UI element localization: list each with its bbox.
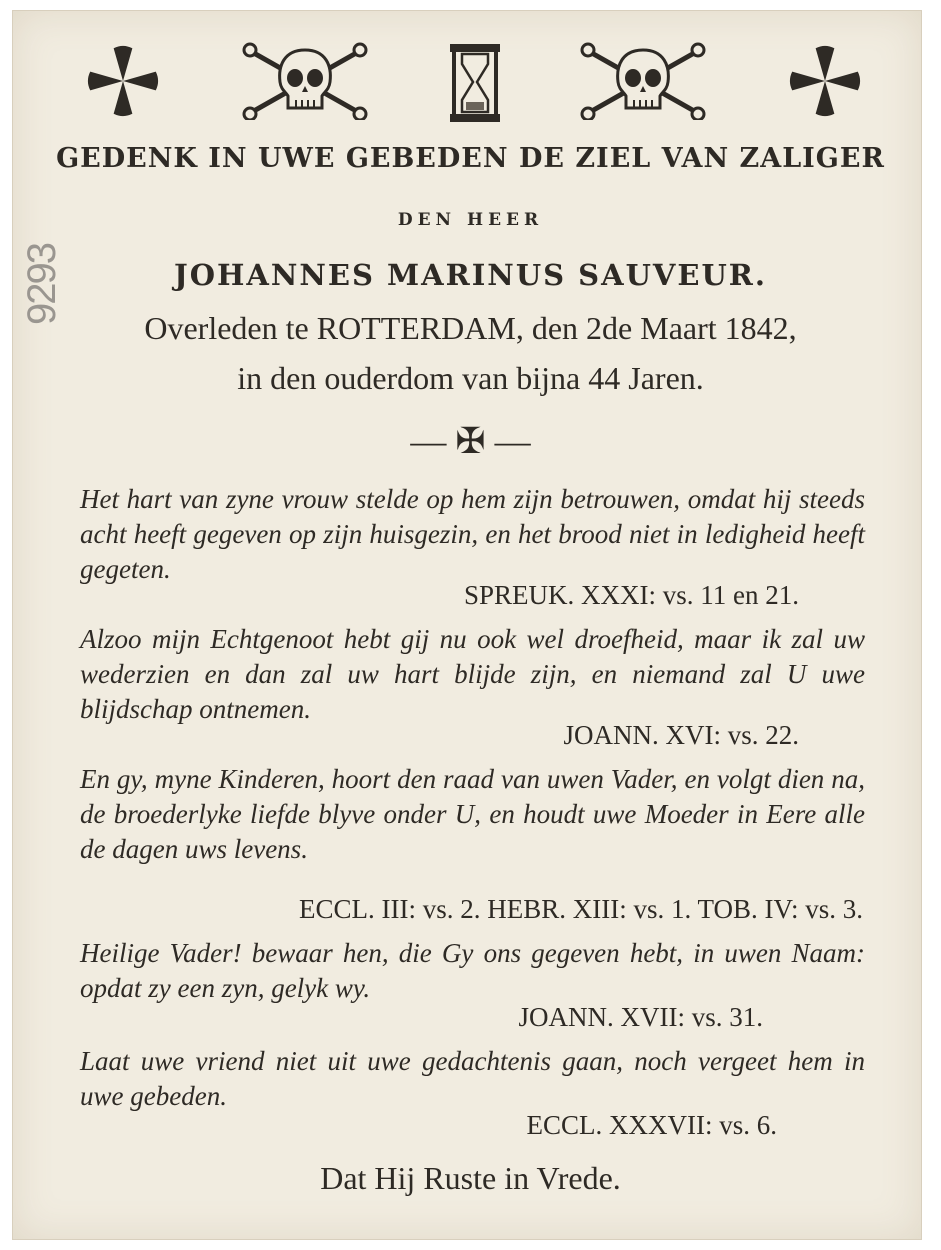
- prayer-heading: GEDENK IN UWE GEBEDEN DE ZIEL VAN ZALIGER: [56, 143, 885, 174]
- hourglass-icon: [448, 42, 502, 124]
- cross-pattee-icon-left: [84, 42, 162, 120]
- death-date-line: Overleden te ROTTERDAM, den 2de Maart 1842,: [144, 310, 797, 346]
- verse-reference-4: JOANN. XVII: vs. 31.: [518, 1002, 763, 1032]
- cross-divider: — ✠ —: [410, 421, 531, 461]
- verse-text-5: Laat uwe vriend niet uit uwe gedachtenis gaan, noch vergeet hem in uwe gebeden.: [80, 1046, 865, 1111]
- inventory-number: 9293: [20, 244, 64, 325]
- skull-crossbones-icon-left: [242, 42, 368, 120]
- verse-reference-3: ECCL. III: vs. 2. HEBR. XIII: vs. 1. TOB. IV: vs. 3.: [299, 894, 863, 924]
- deceased-name: JOHANNES MARINUS SAUVEUR.: [174, 258, 767, 292]
- verse-text-1: Het hart van zyne vrouw stelde op hem zijn betrouwen, omdat hij steeds acht heeft gegeven op zijn huisgezin, en het brood niet in ledigheid heeft gegeten.: [80, 484, 865, 584]
- closing-line: Dat Hij Ruste in Vrede.: [320, 1160, 621, 1196]
- verse-reference-5: ECCL. XXXVII: vs. 6.: [526, 1110, 777, 1140]
- title-den-heer: DEN HEER: [397, 210, 544, 230]
- age-line: in den ouderdom van bijna 44 Jaren.: [237, 360, 704, 396]
- cross-pattee-icon-right: [786, 42, 864, 120]
- verse-text-4: Heilige Vader! bewaar hen, die Gy ons gegeven hebt, in uwen Naam: opdat zy een zyn, gelyk wy.: [80, 938, 865, 1003]
- verse-text-2: Alzoo mijn Echtgenoot hebt gij nu ook wel droefheid, maar ik zal uw wederzien en dan zal uw hart blijde zijn, en niemand zal U uwe blijdschap ontnemen.: [80, 624, 865, 724]
- verse-reference-1: SPREUK. XXXI: vs. 11 en 21.: [463, 580, 799, 610]
- skull-crossbones-icon-right: [580, 42, 706, 120]
- verse-reference-2: JOANN. XVI: vs. 22.: [563, 720, 799, 750]
- verse-text-3: En gy, myne Kinderen, hoort den raad van uwen Vader, en volgt dien na, de broederlyke liefde blyve onder U, en houdt uwe Moeder in Eere alle de dagen uws levens.: [80, 764, 865, 864]
